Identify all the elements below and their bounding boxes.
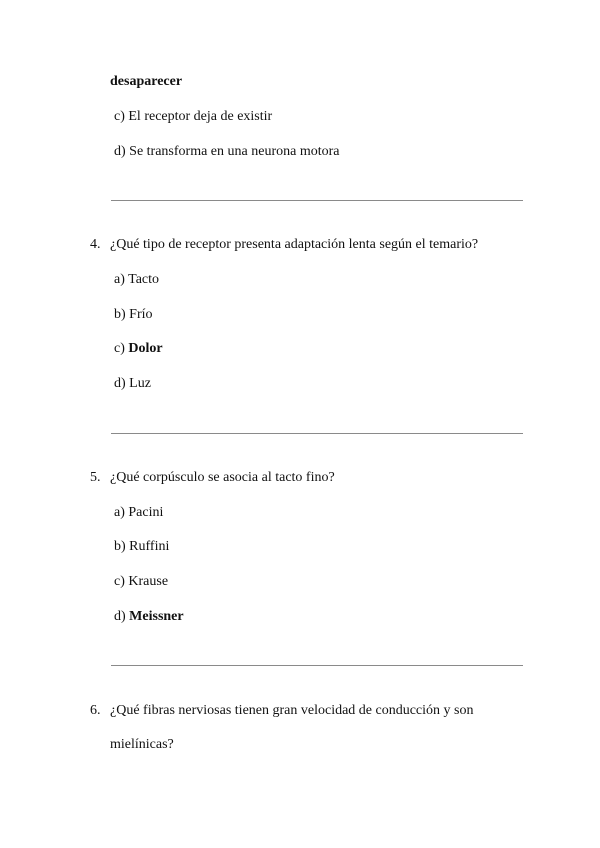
q5-option-d <box>114 609 184 625</box>
option-letter: d) <box>114 376 126 391</box>
q4-option-d <box>114 376 151 392</box>
divider <box>111 433 523 434</box>
q3-option-c: c) El receptor deja de existir <box>114 109 273 124</box>
option-text: Krause <box>128 574 169 589</box>
q6-number: 6. <box>90 703 101 718</box>
option-text: Pacini <box>128 505 164 520</box>
q5-option-b <box>114 539 169 555</box>
q5-option-c <box>114 574 168 590</box>
q6-text-line2: mielínicas? <box>110 737 174 752</box>
option-text-correct: Dolor <box>128 341 163 356</box>
q4-option-c <box>114 341 163 357</box>
option-text: Tacto <box>128 272 160 287</box>
option-letter: c) <box>114 341 125 356</box>
option-letter: b) <box>114 307 126 322</box>
q3-option-d: d) Se transforma en una neurona motora <box>114 144 340 159</box>
q5-text: ¿Qué corpúsculo se asocia al tacto fino? <box>110 470 335 485</box>
q6-text-line1: ¿Qué fibras nerviosas tienen gran velocidad de conducción y son <box>110 703 474 718</box>
option-letter: c) <box>114 574 125 589</box>
divider <box>111 200 523 201</box>
q4-option-a <box>114 272 159 288</box>
q4-text: ¿Qué tipo de receptor presenta adaptación lenta según el temario? <box>110 237 479 252</box>
option-letter: d) <box>114 609 126 624</box>
option-letter: b) <box>114 539 126 554</box>
q4-number: 4. <box>90 237 101 252</box>
option-text: Luz <box>129 376 151 391</box>
option-text: Frío <box>129 307 153 322</box>
option-letter: a) <box>114 505 125 520</box>
q5-number: 5. <box>90 470 101 485</box>
q5-option-a <box>114 505 163 521</box>
option-text: Ruffini <box>129 539 170 554</box>
divider <box>111 665 523 666</box>
option-text-correct: Meissner <box>129 609 184 624</box>
q3-continuation-text: desaparecer <box>110 74 183 89</box>
q4-option-b <box>114 307 153 323</box>
option-letter: a) <box>114 272 125 287</box>
